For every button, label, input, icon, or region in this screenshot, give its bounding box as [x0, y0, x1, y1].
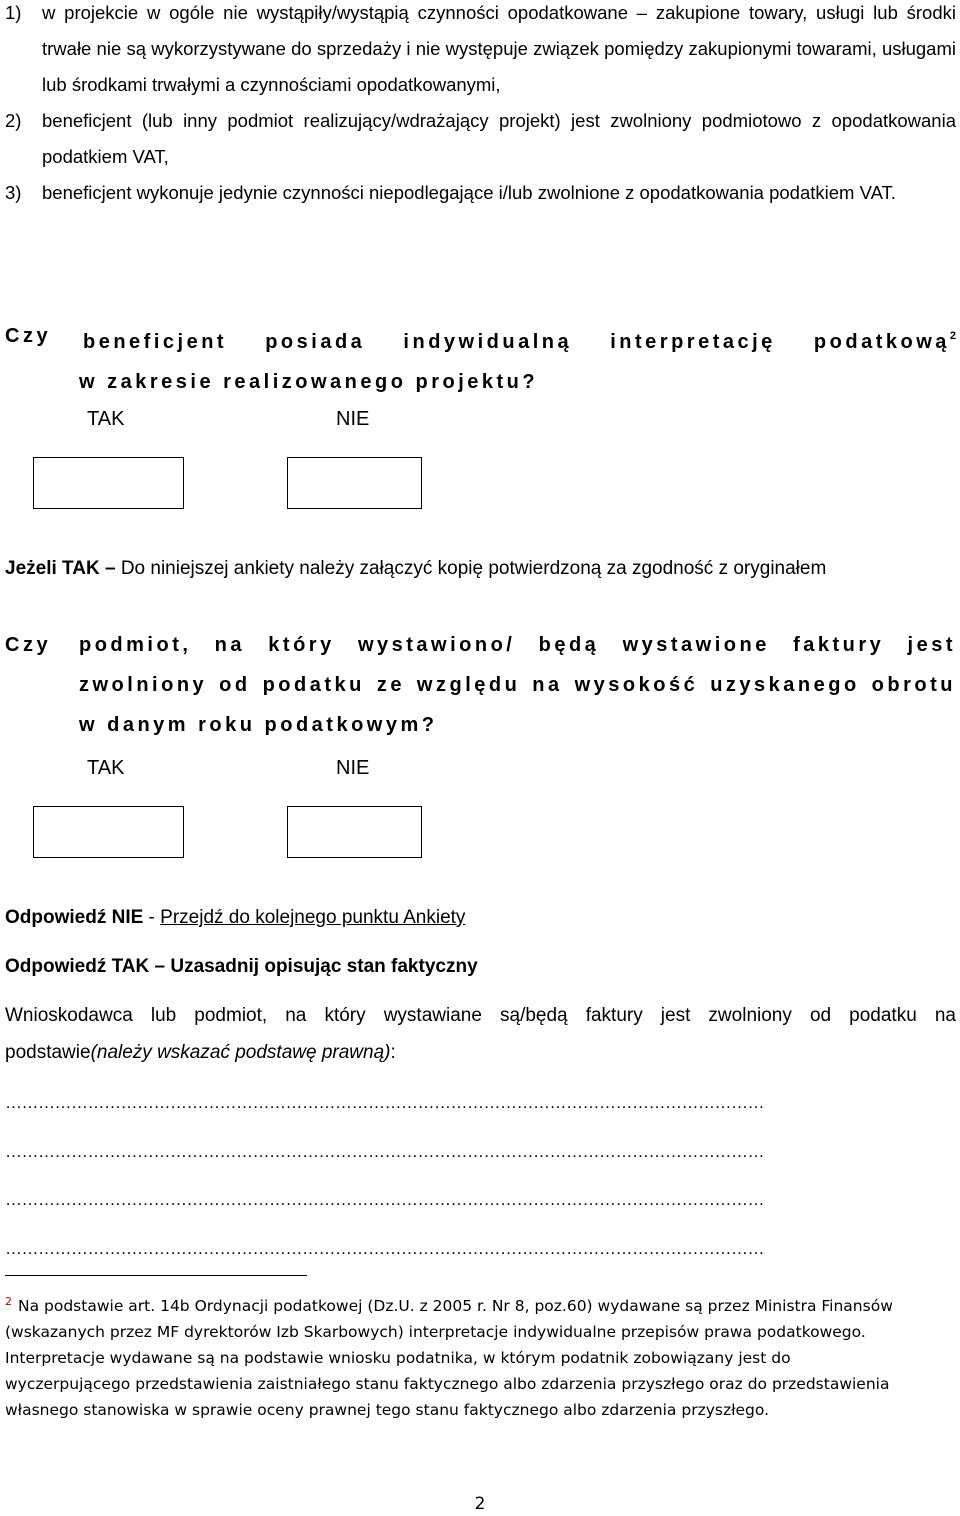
- option-yes-label: TAK: [87, 408, 125, 430]
- footnote-text: Na podstawie art. 14b Ordynacji podatkowej (Dz.U. z 2005 r. Nr 8, poz.60) wydawane są przez Ministra Finansów (wskazanych przez MF dyrektorów Izb Skarbowych) interpretacje indywidualne przepisów prawa podatkowego. Interpretacje wydawane są na podstawie wniosku podatnika, w którym podatnik zobowiązany jest do wyczerpującego przedstawienia zaistniałego stanu faktycznego albo zdarzenia przyszłego oraz do przedstawienia własnego stanowiska w sprawie oceny prawnej tego stanu faktycznego albo zdarzenia przyszłego.: [5, 1297, 893, 1419]
- list-item-3: [5, 175, 956, 211]
- answer-field-line[interactable]: …………………………………………………………………………………………………………………………: [5, 1142, 764, 1161]
- list-number: 1): [5, 2, 22, 23]
- answer-field-line[interactable]: …………………………………………………………………………………………………………………………: [5, 1093, 764, 1112]
- page-number: 2: [474, 1494, 486, 1514]
- if-yes-note: [5, 550, 956, 587]
- option-no-label: NIE: [336, 757, 370, 779]
- answer-no: [5, 899, 956, 936]
- answer-no-sep: -: [143, 907, 161, 928]
- question-text: podmiot, na który wystawiono/ będą wystawione faktury jest zwolniony od podatku ze względu na wysokość uzyskanego obrotu w danym roku podatkowym?: [79, 634, 956, 736]
- next-section-link[interactable]: Przejdź do kolejnego punktu Ankiety: [160, 907, 466, 928]
- option-no-label: NIE: [336, 408, 370, 430]
- question-text-line2: w zakresie realizowanego projektu?: [79, 371, 539, 393]
- answer-no-prefix: Odpowiedź NIE: [5, 907, 144, 928]
- applicant-basis: podstawie: [5, 1042, 91, 1063]
- applicant-line1: Wnioskodawca lub podmiot, na który wystawiane są/będą faktury jest zwolniony od podatku na: [5, 1005, 956, 1026]
- list-text: beneficjent wykonuje jedynie czynności niepodlegające i/lub zwolnione z opodatkowania podatkiem VAT.: [42, 182, 896, 203]
- if-yes-prefix: Jeżeli TAK: [5, 558, 100, 579]
- if-yes-dash: –: [99, 558, 121, 579]
- applicant-line2: [5, 1034, 956, 1071]
- list-number: 2): [5, 110, 22, 131]
- question-label: Czy: [5, 634, 52, 656]
- yes-checkbox[interactable]: [33, 806, 184, 858]
- if-yes-text: Do niniejszej ankiety należy załączyć kopię potwierdzoną za zgodność z oryginałem: [120, 558, 827, 579]
- answer-field-line[interactable]: …………………………………………………………………………………………………………………………: [5, 1190, 764, 1209]
- list-item-1: [5, 0, 956, 103]
- no-checkbox[interactable]: [287, 457, 422, 509]
- footnote-ref: 2: [949, 330, 956, 342]
- yes-checkbox[interactable]: [33, 457, 184, 509]
- list-text: w projekcie w ogóle nie wystąpiły/wystąpią czynności opodatkowane – zakupione towary, usługi lub środki trwałe nie są wykorzystywane do sprzedaży i nie występuje związek pomiędzy zakupionymi towarami, usługami lub środkami trwałymi a czynnościami opodatkowanymi,: [42, 2, 956, 95]
- question-individual-interpretation: [5, 316, 956, 402]
- answer-yes: [5, 948, 956, 985]
- question-text: beneficjent posiada indywidualną interpretację podatkową: [83, 331, 950, 353]
- footnote-number: 2: [5, 1295, 12, 1308]
- question-vat-exemption: [5, 625, 956, 745]
- no-checkbox[interactable]: [287, 806, 422, 858]
- question-label: Czy: [5, 325, 52, 347]
- footnote-separator: [5, 1275, 307, 1276]
- applicant-basis-hint: (należy wskazać podstawę prawną): [90, 1042, 391, 1063]
- answer-field-line[interactable]: …………………………………………………………………………………………………………………………: [5, 1239, 764, 1258]
- list-item-2: [5, 103, 956, 175]
- footnote: [5, 1289, 920, 1423]
- list-number: 3): [5, 182, 22, 203]
- list-text: beneficjent (lub inny podmiot realizujący/wdrażający projekt) jest zwolniony podmiotowo z opodatkowania podatkiem VAT,: [42, 110, 956, 167]
- option-yes-label: TAK: [87, 757, 125, 779]
- question-text-line1: [83, 316, 956, 362]
- answer-yes-text: Odpowiedź TAK – Uzasadnij opisując stan faktyczny: [5, 956, 478, 977]
- applicant-colon: :: [390, 1042, 396, 1063]
